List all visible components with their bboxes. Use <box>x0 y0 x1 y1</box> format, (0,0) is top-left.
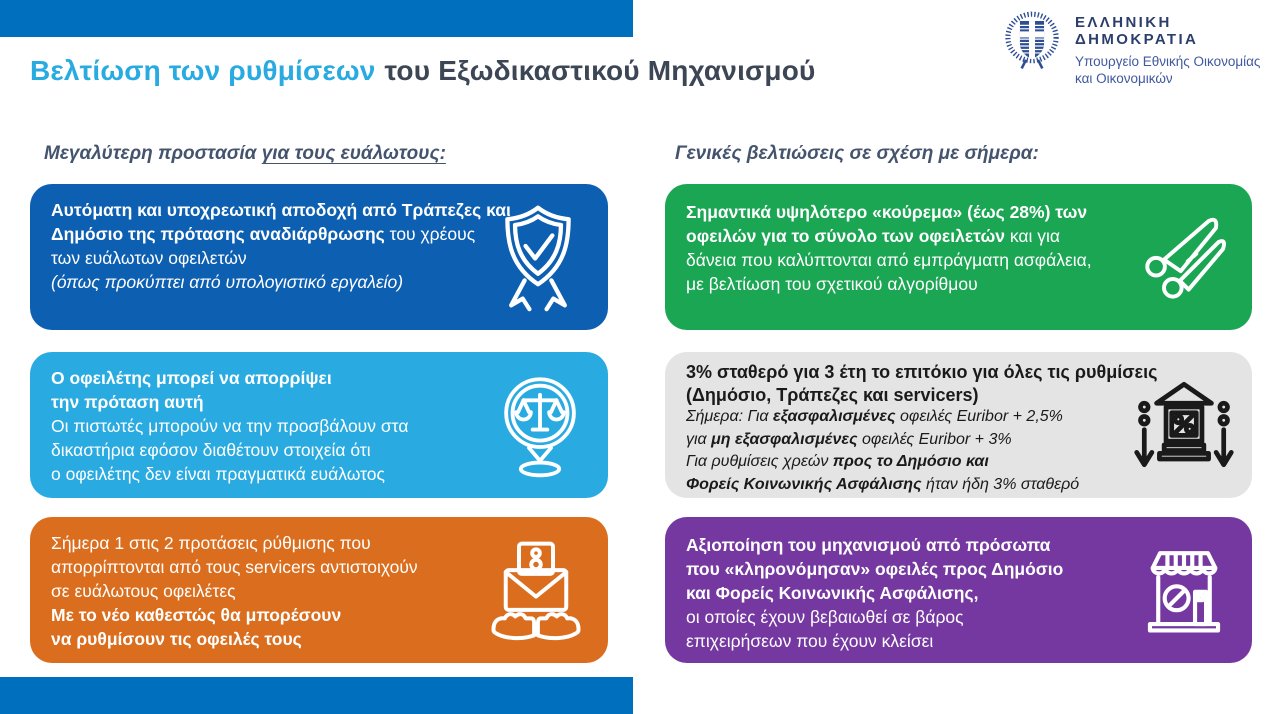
card-text-segment: Φορείς Κοινωνικής Ασφάλισης <box>686 475 922 493</box>
page-title-rest: του Εξωδικαστικού Μηχανισμού <box>384 55 816 86</box>
card-fixed-interest-rate-text <box>686 352 1157 496</box>
card-automatic-acceptance <box>30 184 608 330</box>
card-text-segment: (Δημόσιο, Τράπεζες και servicers) <box>686 384 979 405</box>
card-text-segment: Για ρυθμίσεις χρεών <box>686 453 833 470</box>
card-text-segment: και Φορείς Κοινωνικής Ασφάλισης, <box>686 583 979 603</box>
card-inherited-debts <box>665 517 1252 663</box>
card-text-segment: Δημόσιο της πρότασης αναδιάρθρωσης <box>51 224 385 244</box>
page-title <box>30 55 816 87</box>
card-text-segment: Αξιοποίηση του μηχανισμού από πρόσωπα <box>686 535 1051 555</box>
justice-scales-pin-icon <box>494 371 586 479</box>
card-text-segment: των ευάλωτων οφειλετών <box>51 248 247 268</box>
card-text-segment: (όπως προκύπτει από υπολογιστικό εργαλείο) <box>51 272 404 292</box>
top-accent-bar <box>0 0 633 37</box>
page-title-highlight: Βελτίωση των ρυθμίσεων <box>30 55 376 86</box>
card-text-segment: ήταν ήδη 3% σταθερό <box>921 475 1080 493</box>
bank-percent-arrows-icon <box>1132 373 1236 477</box>
envelope-in-hands-icon <box>486 538 586 642</box>
card-text-segment: οι οποίες έχουν βεβαιωθεί σε βάρος <box>686 607 964 627</box>
card-automatic-acceptance-text <box>51 184 511 294</box>
card-text-segment: Σήμερα 1 στις 2 προτάσεις ρύθμισης που <box>51 533 371 553</box>
card-text-segment: οφειλές Euribor + 2,5% <box>895 408 1063 425</box>
shield-check-badge-icon <box>490 202 586 312</box>
greek-national-emblem-icon <box>1001 8 1063 77</box>
card-text-segment: επιχειρήσεων που έχουν κλείσει <box>686 631 934 651</box>
card-text-segment: οφειλών για το σύνολο των οφειλετών <box>686 226 1005 246</box>
card-text-segment: ο οφειλέτης δεν είναι πραγματικά ευάλωτος <box>51 464 385 484</box>
card-text-segment: απορρίπτονται από τους servicers αντιστοιχούν <box>51 557 418 577</box>
scissors-icon <box>1142 211 1230 303</box>
card-text-segment: Σήμερα: Για <box>686 408 773 425</box>
card-text-segment: μη εξασφαλισμένες <box>711 430 858 448</box>
ministry-name-line1: Υπουργείο Εθνικής Οικονομίας <box>1075 54 1261 69</box>
card-text-segment: Σημαντικά υψηλότερο «κούρεμα» (έως 28%) των <box>686 202 1088 222</box>
card-debtor-can-reject-text <box>51 352 408 486</box>
card-text-segment: 3% σταθερό για 3 έτη το επιτόκιο για όλες τις ρυθμίσεις <box>686 362 1158 382</box>
card-text-segment: με βελτίωση του σχετικού αλγορίθμου <box>686 274 978 294</box>
left-header-lead: Μεγαλύτερη προστασία <box>44 143 262 164</box>
card-text-segment: Ο οφειλέτης μπορεί να απορρίψει <box>51 368 332 388</box>
card-text-segment: Αυτόματη και υποχρεωτική αποδοχή από Τράπεζες και <box>51 200 511 220</box>
card-higher-haircut <box>665 184 1252 330</box>
ministry-name-line2: και Οικονομικών <box>1075 71 1173 86</box>
government-logo <box>1001 8 1279 87</box>
card-text-segment: εξασφαλισμένες <box>772 408 896 425</box>
card-text-segment: και για <box>1004 226 1060 246</box>
card-text-segment: που «κληρονόμησαν» οφειλές προς Δημόσιο <box>686 559 1064 579</box>
right-column-header: Γενικές βελτιώσεις σε σχέση με σήμερα: <box>675 143 1039 164</box>
card-text-segment: οφειλές Euribor + 3% <box>857 430 1012 448</box>
closed-storefront-icon <box>1138 540 1230 640</box>
government-logo-text <box>1075 8 1279 87</box>
bottom-accent-bar <box>0 677 633 714</box>
card-text-segment: Με το νέο καθεστώς θα μπορέσουν <box>51 605 342 625</box>
card-text-segment: για <box>686 430 712 448</box>
card-servicer-rejections-text <box>51 517 418 651</box>
card-text-segment: του χρέους <box>384 224 476 244</box>
card-text-segment: να ρυθμίσουν τις οφειλές τους <box>51 629 302 649</box>
card-higher-haircut-text <box>686 184 1092 296</box>
left-header-underlined: για τους ευάλωτους: <box>261 143 446 164</box>
card-text-segment: δάνεια που καλύπτονται από εμπράγματη ασφάλεια, <box>686 250 1092 270</box>
government-org-name: ΕΛΛΗΝΙΚΗ ΔΗΜΟΚΡΑΤΙΑ <box>1075 14 1199 48</box>
card-servicer-rejections <box>30 517 608 663</box>
card-text-segment: την πρόταση αυτή <box>51 392 204 412</box>
card-fixed-interest-rate <box>665 352 1252 498</box>
card-text-segment: προς το Δημόσιο και <box>832 453 989 470</box>
card-text-segment: Οι πιστωτές μπορούν να την προσβάλουν στα <box>51 416 409 436</box>
card-text-segment: σε ευάλωτους οφειλέτες <box>51 581 236 601</box>
left-column-header <box>44 143 446 165</box>
card-text-segment: δικαστήρια εφόσον διαθέτουν στοιχεία ότι <box>51 440 371 460</box>
card-debtor-can-reject <box>30 352 608 498</box>
card-inherited-debts-text <box>686 517 1063 653</box>
